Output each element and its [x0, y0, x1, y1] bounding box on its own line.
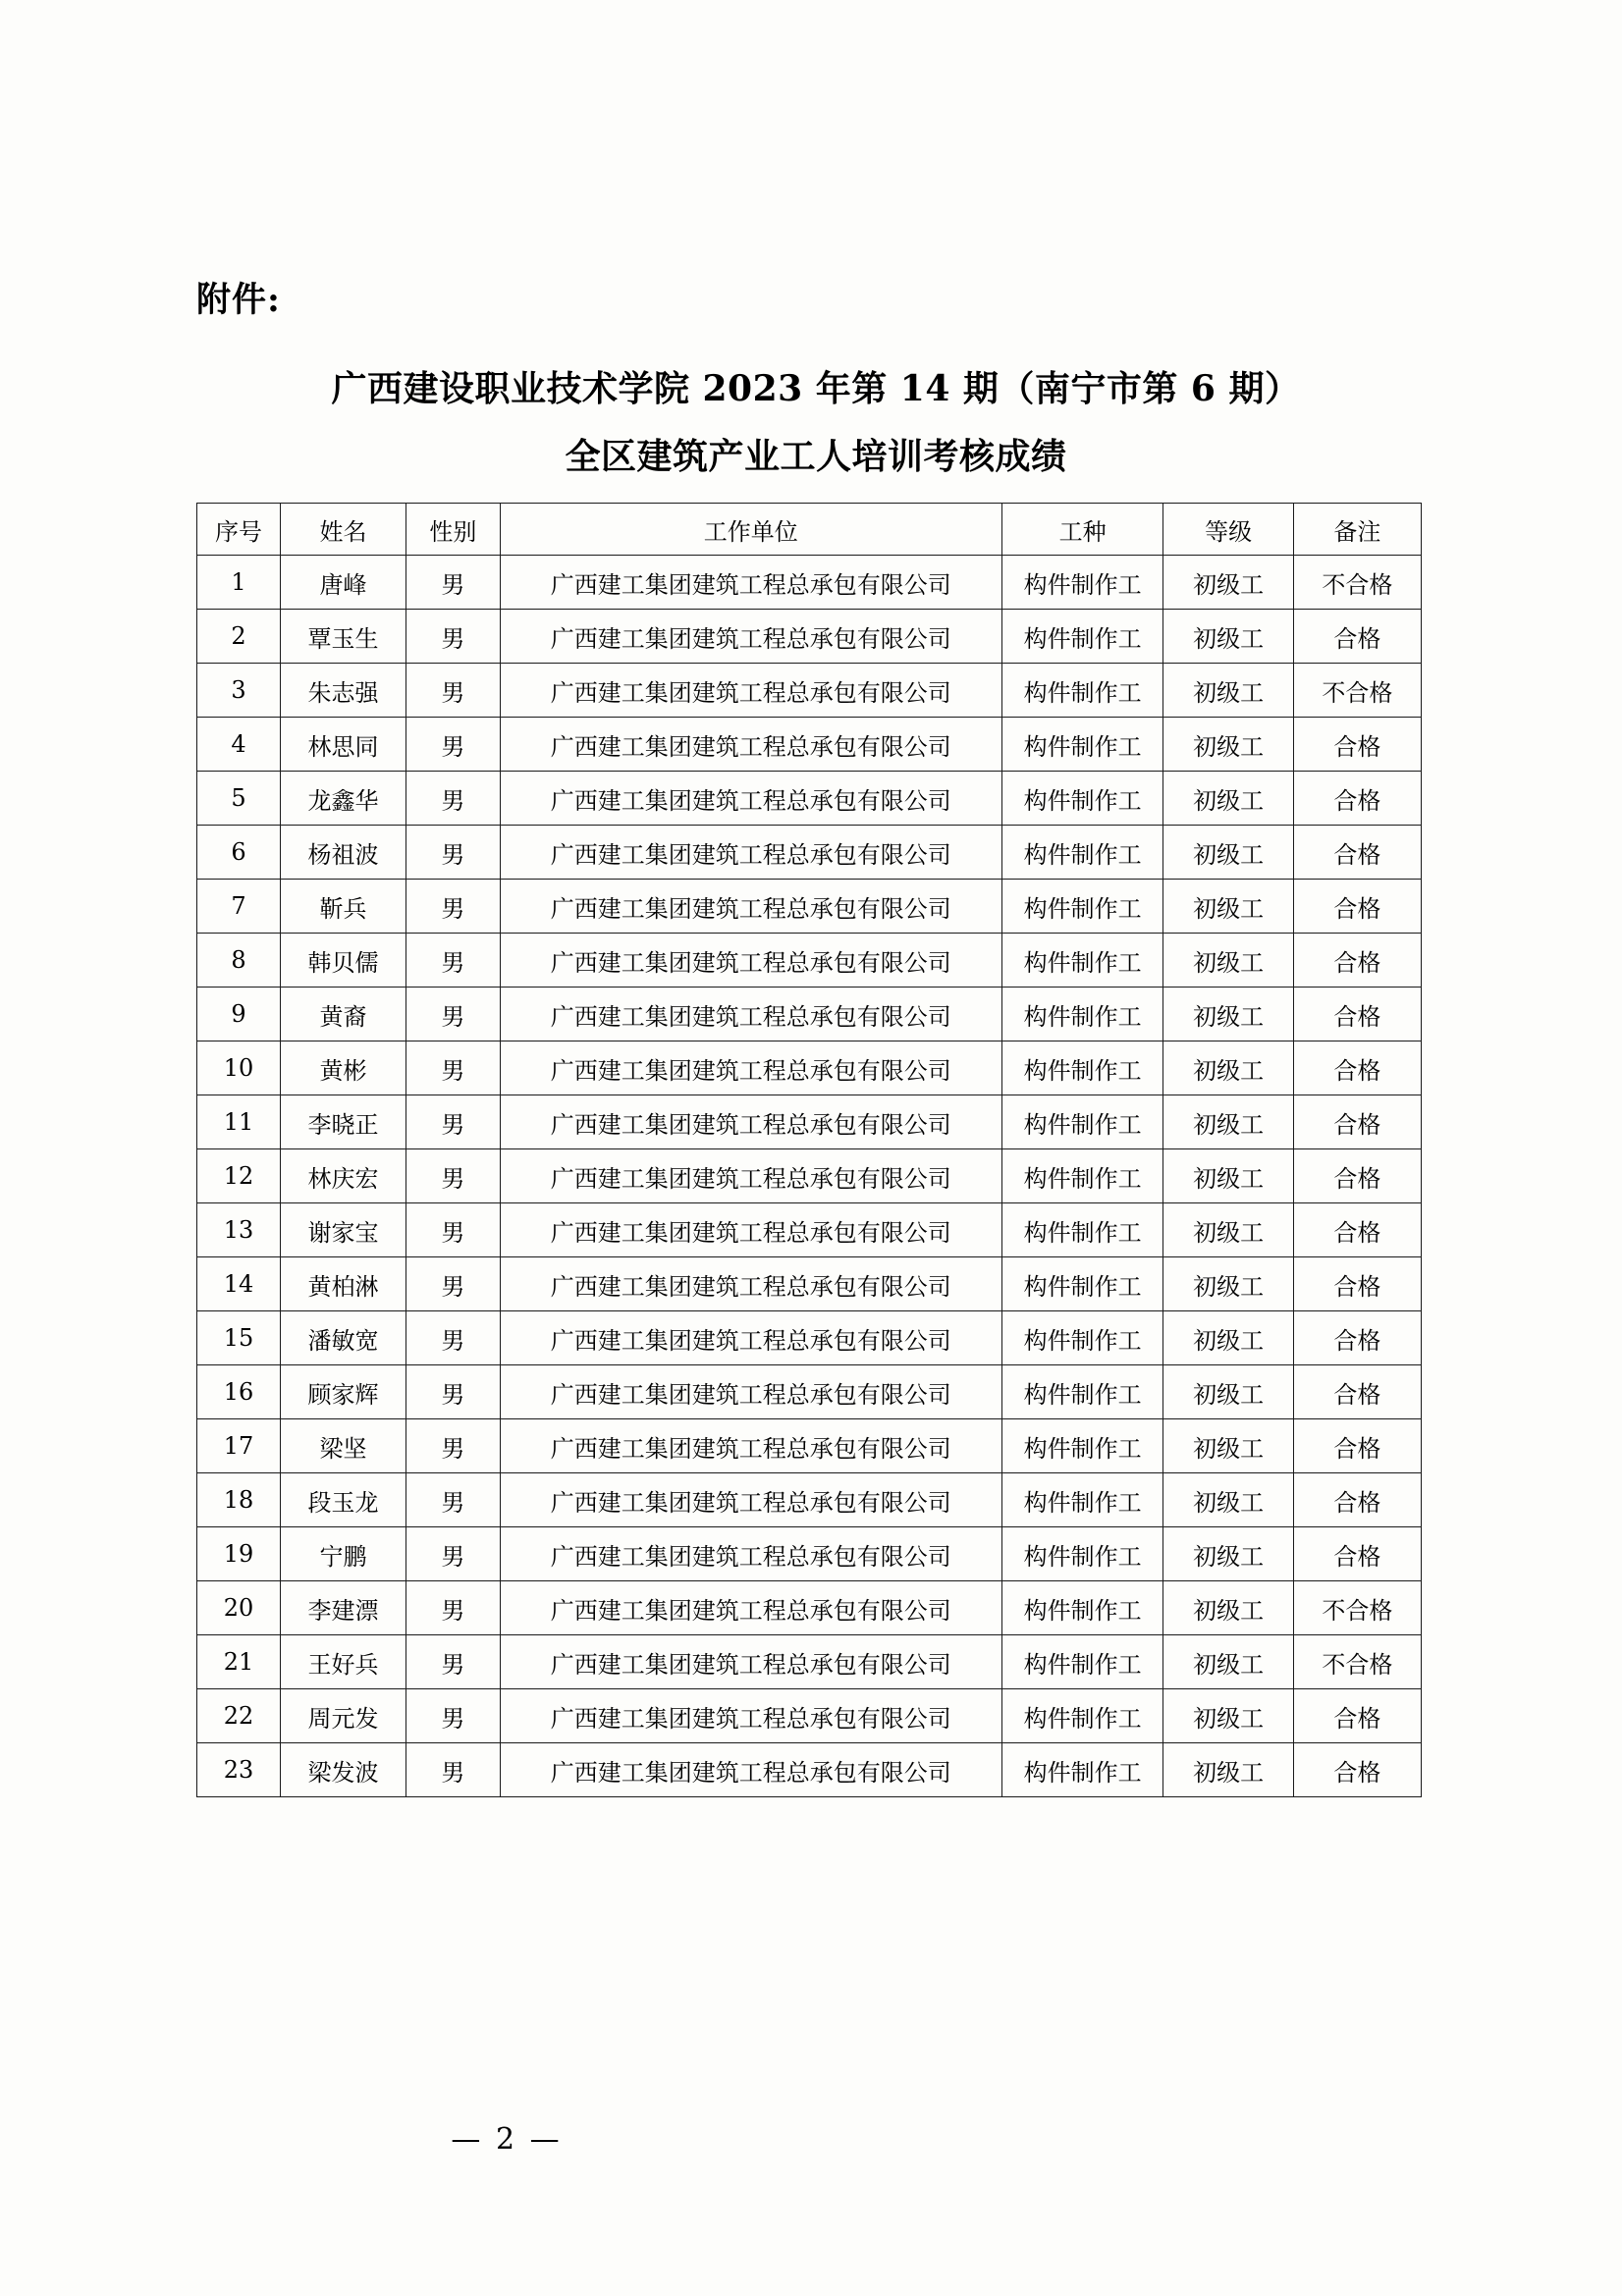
table-cell-name: 林庆宏 — [280, 1149, 406, 1203]
table-cell-note: 合格 — [1293, 1527, 1421, 1581]
table-cell-num: 16 — [197, 1365, 281, 1419]
table-cell-level: 初级工 — [1163, 772, 1293, 826]
page-number: — 2 — — [451, 2122, 563, 2157]
table-cell-job: 构件制作工 — [1001, 934, 1163, 988]
table-cell-unit: 广西建工集团建筑工程总承包有限公司 — [500, 1689, 1001, 1743]
table-cell-level: 初级工 — [1163, 1311, 1293, 1365]
table-cell-note: 合格 — [1293, 1419, 1421, 1473]
table-cell-name: 朱志强 — [280, 664, 406, 718]
table-cell-num: 19 — [197, 1527, 281, 1581]
table-cell-level: 初级工 — [1163, 1635, 1293, 1689]
table-cell-job: 构件制作工 — [1001, 1095, 1163, 1149]
table-cell-note: 合格 — [1293, 1149, 1421, 1203]
table-cell-job: 构件制作工 — [1001, 1149, 1163, 1203]
table-row — [197, 1527, 1422, 1581]
table-cell-unit: 广西建工集团建筑工程总承包有限公司 — [500, 1041, 1001, 1095]
column-header-unit: 工作单位 — [500, 504, 1001, 556]
table-cell-level: 初级工 — [1163, 880, 1293, 934]
table-cell-level: 初级工 — [1163, 664, 1293, 718]
column-header-note: 备注 — [1293, 504, 1421, 556]
table-row — [197, 1257, 1422, 1311]
table-cell-job: 构件制作工 — [1001, 988, 1163, 1041]
table-cell-num: 23 — [197, 1743, 281, 1797]
table-cell-gender: 男 — [406, 610, 501, 664]
table-row — [197, 1419, 1422, 1473]
table-cell-unit: 广西建工集团建筑工程总承包有限公司 — [500, 772, 1001, 826]
table-cell-num: 22 — [197, 1689, 281, 1743]
table-cell-gender: 男 — [406, 1257, 501, 1311]
table-row — [197, 1473, 1422, 1527]
table-row — [197, 988, 1422, 1041]
table-cell-gender: 男 — [406, 1527, 501, 1581]
table-cell-level: 初级工 — [1163, 1041, 1293, 1095]
table-cell-name: 靳兵 — [280, 880, 406, 934]
table-cell-name: 李晓正 — [280, 1095, 406, 1149]
table-cell-name: 梁坚 — [280, 1419, 406, 1473]
table-cell-num: 17 — [197, 1419, 281, 1473]
table-cell-name: 谢家宝 — [280, 1203, 406, 1257]
table-cell-num: 20 — [197, 1581, 281, 1635]
table-cell-gender: 男 — [406, 1689, 501, 1743]
table-cell-level: 初级工 — [1163, 1527, 1293, 1581]
table-row — [197, 934, 1422, 988]
table-cell-note: 不合格 — [1293, 1581, 1421, 1635]
table-cell-job: 构件制作工 — [1001, 1527, 1163, 1581]
table-cell-name: 潘敏宽 — [280, 1311, 406, 1365]
table-cell-unit: 广西建工集团建筑工程总承包有限公司 — [500, 988, 1001, 1041]
table-cell-note: 合格 — [1293, 880, 1421, 934]
table-cell-job: 构件制作工 — [1001, 1689, 1163, 1743]
table-cell-job: 构件制作工 — [1001, 1473, 1163, 1527]
table-cell-gender: 男 — [406, 1041, 501, 1095]
table-cell-num: 11 — [197, 1095, 281, 1149]
table-cell-note: 不合格 — [1293, 1635, 1421, 1689]
table-cell-job: 构件制作工 — [1001, 664, 1163, 718]
table-cell-name: 段玉龙 — [280, 1473, 406, 1527]
table-cell-note: 合格 — [1293, 1095, 1421, 1149]
table-cell-gender: 男 — [406, 664, 501, 718]
table-cell-job: 构件制作工 — [1001, 1635, 1163, 1689]
table-cell-num: 9 — [197, 988, 281, 1041]
table-cell-gender: 男 — [406, 1419, 501, 1473]
table-row — [197, 1095, 1422, 1149]
table-cell-num: 2 — [197, 610, 281, 664]
table-cell-job: 构件制作工 — [1001, 1041, 1163, 1095]
table-cell-gender: 男 — [406, 1473, 501, 1527]
table-cell-gender: 男 — [406, 826, 501, 880]
table-cell-note: 合格 — [1293, 934, 1421, 988]
table-cell-job: 构件制作工 — [1001, 610, 1163, 664]
table-cell-name: 韩贝儒 — [280, 934, 406, 988]
table-row — [197, 556, 1422, 610]
table-cell-level: 初级工 — [1163, 826, 1293, 880]
table-cell-unit: 广西建工集团建筑工程总承包有限公司 — [500, 1149, 1001, 1203]
table-cell-level: 初级工 — [1163, 718, 1293, 772]
table-cell-level: 初级工 — [1163, 1149, 1293, 1203]
table-row — [197, 610, 1422, 664]
table-cell-level: 初级工 — [1163, 556, 1293, 610]
table-cell-num: 5 — [197, 772, 281, 826]
table-cell-job: 构件制作工 — [1001, 772, 1163, 826]
table-cell-gender: 男 — [406, 772, 501, 826]
table-cell-gender: 男 — [406, 1095, 501, 1149]
table-cell-gender: 男 — [406, 1581, 501, 1635]
table-cell-unit: 广西建工集团建筑工程总承包有限公司 — [500, 1635, 1001, 1689]
table-cell-note: 合格 — [1293, 718, 1421, 772]
table-cell-unit: 广西建工集团建筑工程总承包有限公司 — [500, 1095, 1001, 1149]
table-cell-note: 合格 — [1293, 610, 1421, 664]
table-cell-num: 18 — [197, 1473, 281, 1527]
table-cell-unit: 广西建工集团建筑工程总承包有限公司 — [500, 1743, 1001, 1797]
table-row — [197, 1203, 1422, 1257]
table-cell-name: 林思同 — [280, 718, 406, 772]
table-row — [197, 1581, 1422, 1635]
table-cell-unit: 广西建工集团建筑工程总承包有限公司 — [500, 718, 1001, 772]
table-cell-gender: 男 — [406, 1203, 501, 1257]
table-cell-unit: 广西建工集团建筑工程总承包有限公司 — [500, 1257, 1001, 1311]
table-cell-note: 合格 — [1293, 1041, 1421, 1095]
table-cell-level: 初级工 — [1163, 1473, 1293, 1527]
column-header-level: 等级 — [1163, 504, 1293, 556]
table-cell-level: 初级工 — [1163, 1689, 1293, 1743]
table-cell-job: 构件制作工 — [1001, 1203, 1163, 1257]
table-cell-unit: 广西建工集团建筑工程总承包有限公司 — [500, 934, 1001, 988]
table-cell-unit: 广西建工集团建筑工程总承包有限公司 — [500, 664, 1001, 718]
table-row — [197, 1635, 1422, 1689]
table-cell-gender: 男 — [406, 1743, 501, 1797]
table-header-row — [197, 504, 1422, 556]
table-cell-num: 4 — [197, 718, 281, 772]
table-cell-level: 初级工 — [1163, 1581, 1293, 1635]
table-cell-unit: 广西建工集团建筑工程总承包有限公司 — [500, 556, 1001, 610]
table-cell-level: 初级工 — [1163, 1365, 1293, 1419]
table-cell-unit: 广西建工集团建筑工程总承包有限公司 — [500, 1203, 1001, 1257]
table-cell-note: 合格 — [1293, 1473, 1421, 1527]
table-cell-job: 构件制作工 — [1001, 1311, 1163, 1365]
scores-table-container — [196, 503, 1422, 1797]
table-cell-name: 李建漂 — [280, 1581, 406, 1635]
table-cell-gender: 男 — [406, 556, 501, 610]
table-cell-level: 初级工 — [1163, 1743, 1293, 1797]
table-cell-name: 黄柏淋 — [280, 1257, 406, 1311]
table-cell-level: 初级工 — [1163, 1095, 1293, 1149]
page-title-line-2: 全区建筑产业工人培训考核成绩 — [565, 436, 1067, 477]
table-cell-name: 杨祖波 — [280, 826, 406, 880]
attachment-label: 附件: — [196, 280, 281, 320]
table-cell-unit: 广西建工集团建筑工程总承包有限公司 — [500, 1419, 1001, 1473]
table-cell-note: 不合格 — [1293, 556, 1421, 610]
table-cell-num: 12 — [197, 1149, 281, 1203]
table-cell-unit: 广西建工集团建筑工程总承包有限公司 — [500, 610, 1001, 664]
table-row — [197, 718, 1422, 772]
table-cell-note: 合格 — [1293, 1743, 1421, 1797]
table-cell-gender: 男 — [406, 934, 501, 988]
table-cell-name: 黄裔 — [280, 988, 406, 1041]
table-row — [197, 1689, 1422, 1743]
table-cell-level: 初级工 — [1163, 934, 1293, 988]
column-header-gender: 性别 — [406, 504, 501, 556]
table-cell-gender: 男 — [406, 1635, 501, 1689]
table-cell-level: 初级工 — [1163, 1419, 1293, 1473]
table-row — [197, 1365, 1422, 1419]
table-cell-gender: 男 — [406, 1149, 501, 1203]
table-cell-job: 构件制作工 — [1001, 556, 1163, 610]
table-cell-name: 王好兵 — [280, 1635, 406, 1689]
table-cell-num: 10 — [197, 1041, 281, 1095]
table-cell-name: 顾家辉 — [280, 1365, 406, 1419]
table-cell-gender: 男 — [406, 880, 501, 934]
table-cell-unit: 广西建工集团建筑工程总承包有限公司 — [500, 1365, 1001, 1419]
table-cell-num: 21 — [197, 1635, 281, 1689]
page-title-line-1: 广西建设职业技术学院 2023 年第 14 期（南宁市第 6 期） — [331, 368, 1301, 409]
table-cell-job: 构件制作工 — [1001, 1419, 1163, 1473]
table-row — [197, 772, 1422, 826]
table-cell-note: 合格 — [1293, 1257, 1421, 1311]
table-cell-num: 6 — [197, 826, 281, 880]
scores-table — [196, 503, 1422, 1797]
table-cell-num: 14 — [197, 1257, 281, 1311]
table-cell-unit: 广西建工集团建筑工程总承包有限公司 — [500, 1473, 1001, 1527]
table-cell-level: 初级工 — [1163, 1203, 1293, 1257]
table-cell-name: 黄彬 — [280, 1041, 406, 1095]
table-cell-num: 7 — [197, 880, 281, 934]
table-cell-job: 构件制作工 — [1001, 718, 1163, 772]
table-cell-name: 周元发 — [280, 1689, 406, 1743]
table-cell-num: 3 — [197, 664, 281, 718]
table-cell-job: 构件制作工 — [1001, 1743, 1163, 1797]
table-cell-note: 合格 — [1293, 826, 1421, 880]
table-cell-gender: 男 — [406, 1311, 501, 1365]
table-cell-unit: 广西建工集团建筑工程总承包有限公司 — [500, 826, 1001, 880]
page-title — [0, 361, 1622, 479]
table-cell-note: 合格 — [1293, 1365, 1421, 1419]
table-cell-num: 15 — [197, 1311, 281, 1365]
table-cell-unit: 广西建工集团建筑工程总承包有限公司 — [500, 1527, 1001, 1581]
table-cell-job: 构件制作工 — [1001, 1581, 1163, 1635]
table-cell-note: 合格 — [1293, 1203, 1421, 1257]
table-header — [197, 504, 1422, 556]
table-cell-note: 合格 — [1293, 1689, 1421, 1743]
table-cell-unit: 广西建工集团建筑工程总承包有限公司 — [500, 880, 1001, 934]
table-cell-unit: 广西建工集团建筑工程总承包有限公司 — [500, 1311, 1001, 1365]
table-cell-note: 合格 — [1293, 1311, 1421, 1365]
table-cell-note: 合格 — [1293, 988, 1421, 1041]
table-row — [197, 1149, 1422, 1203]
table-cell-name: 梁发波 — [280, 1743, 406, 1797]
table-cell-unit: 广西建工集团建筑工程总承包有限公司 — [500, 1581, 1001, 1635]
column-header-job: 工种 — [1001, 504, 1163, 556]
table-cell-note: 合格 — [1293, 772, 1421, 826]
table-cell-level: 初级工 — [1163, 610, 1293, 664]
table-cell-name: 唐峰 — [280, 556, 406, 610]
table-cell-note: 不合格 — [1293, 664, 1421, 718]
table-cell-num: 8 — [197, 934, 281, 988]
table-cell-gender: 男 — [406, 1365, 501, 1419]
column-header-num: 序号 — [197, 504, 281, 556]
table-cell-name: 宁鹏 — [280, 1527, 406, 1581]
table-row — [197, 826, 1422, 880]
table-row — [197, 1743, 1422, 1797]
table-cell-job: 构件制作工 — [1001, 1365, 1163, 1419]
table-cell-name: 龙鑫华 — [280, 772, 406, 826]
table-cell-name: 覃玉生 — [280, 610, 406, 664]
table-row — [197, 664, 1422, 718]
table-row — [197, 1311, 1422, 1365]
table-body — [197, 556, 1422, 1797]
table-cell-job: 构件制作工 — [1001, 826, 1163, 880]
table-cell-gender: 男 — [406, 718, 501, 772]
table-cell-num: 13 — [197, 1203, 281, 1257]
table-cell-level: 初级工 — [1163, 1257, 1293, 1311]
column-header-name: 姓名 — [280, 504, 406, 556]
table-cell-job: 构件制作工 — [1001, 1257, 1163, 1311]
table-cell-job: 构件制作工 — [1001, 880, 1163, 934]
table-cell-gender: 男 — [406, 988, 501, 1041]
table-row — [197, 1041, 1422, 1095]
table-cell-num: 1 — [197, 556, 281, 610]
table-row — [197, 880, 1422, 934]
table-cell-level: 初级工 — [1163, 988, 1293, 1041]
